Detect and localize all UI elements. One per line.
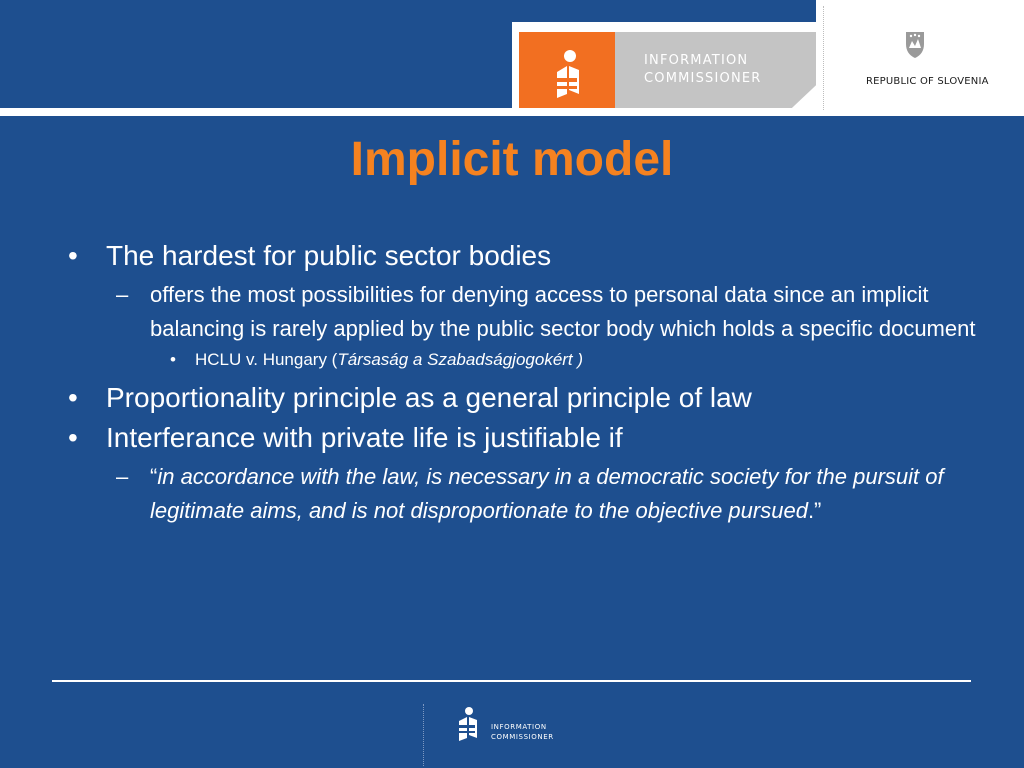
sub-bullet-item	[64, 460, 984, 528]
commissioner-figure-icon	[454, 704, 482, 744]
footer-logo-line1: INFORMATION	[491, 723, 547, 731]
footer-rule	[52, 680, 971, 682]
slide-title: Implicit model	[350, 133, 674, 186]
bullet-marker: •	[68, 240, 78, 271]
bullet-text: The hardest for public sector bodies	[106, 240, 552, 271]
bullet-item	[64, 420, 984, 456]
sub-bullet-item	[64, 278, 984, 346]
logo-text-line1: INFORMATION	[644, 53, 749, 68]
bullet-marker-small: •	[170, 350, 176, 369]
coat-of-arms-icon	[904, 30, 926, 60]
sub-sub-bullet-item	[64, 346, 984, 374]
bullet-text: Proportionality principle as a general principle of law	[106, 382, 752, 413]
dash-marker: –	[116, 464, 129, 489]
panel-divider	[823, 6, 824, 110]
sub-bullet-text: offers the most possibilities for denying access to personal data since an implicit balancing is rarely applied by the public sector body which holds a specific document	[150, 282, 976, 341]
bullet-marker: •	[68, 382, 78, 413]
slide-content	[64, 238, 984, 528]
quote-text: in accordance with the law, is necessary in a democratic society for the pursuit of legitimate aims, and is not disproportionate to the objective pursued	[150, 464, 944, 523]
close-quote: .”	[807, 498, 822, 523]
case-name: HCLU v. Hungary (	[195, 350, 338, 369]
open-quote: “	[150, 464, 158, 489]
bullet-marker: •	[68, 422, 78, 453]
logo-orange-block	[519, 32, 615, 108]
footer-logo-text	[491, 722, 554, 742]
country-label: REPUBLIC OF SLOVENIA	[866, 76, 989, 87]
dash-marker: –	[116, 282, 129, 307]
bullet-item	[64, 238, 984, 274]
case-organization: Társaság a Szabadságjogokért )	[337, 350, 584, 369]
footer-logo-line2: COMMISSIONER	[491, 733, 554, 741]
bullet-item	[64, 380, 984, 416]
footer-divider	[423, 704, 424, 766]
logo-text	[644, 52, 762, 88]
commissioner-figure-icon	[519, 32, 615, 108]
bullet-text: Interferance with private life is justifiable if	[106, 422, 623, 453]
logo-text-line2: COMMISSIONER	[644, 71, 762, 86]
